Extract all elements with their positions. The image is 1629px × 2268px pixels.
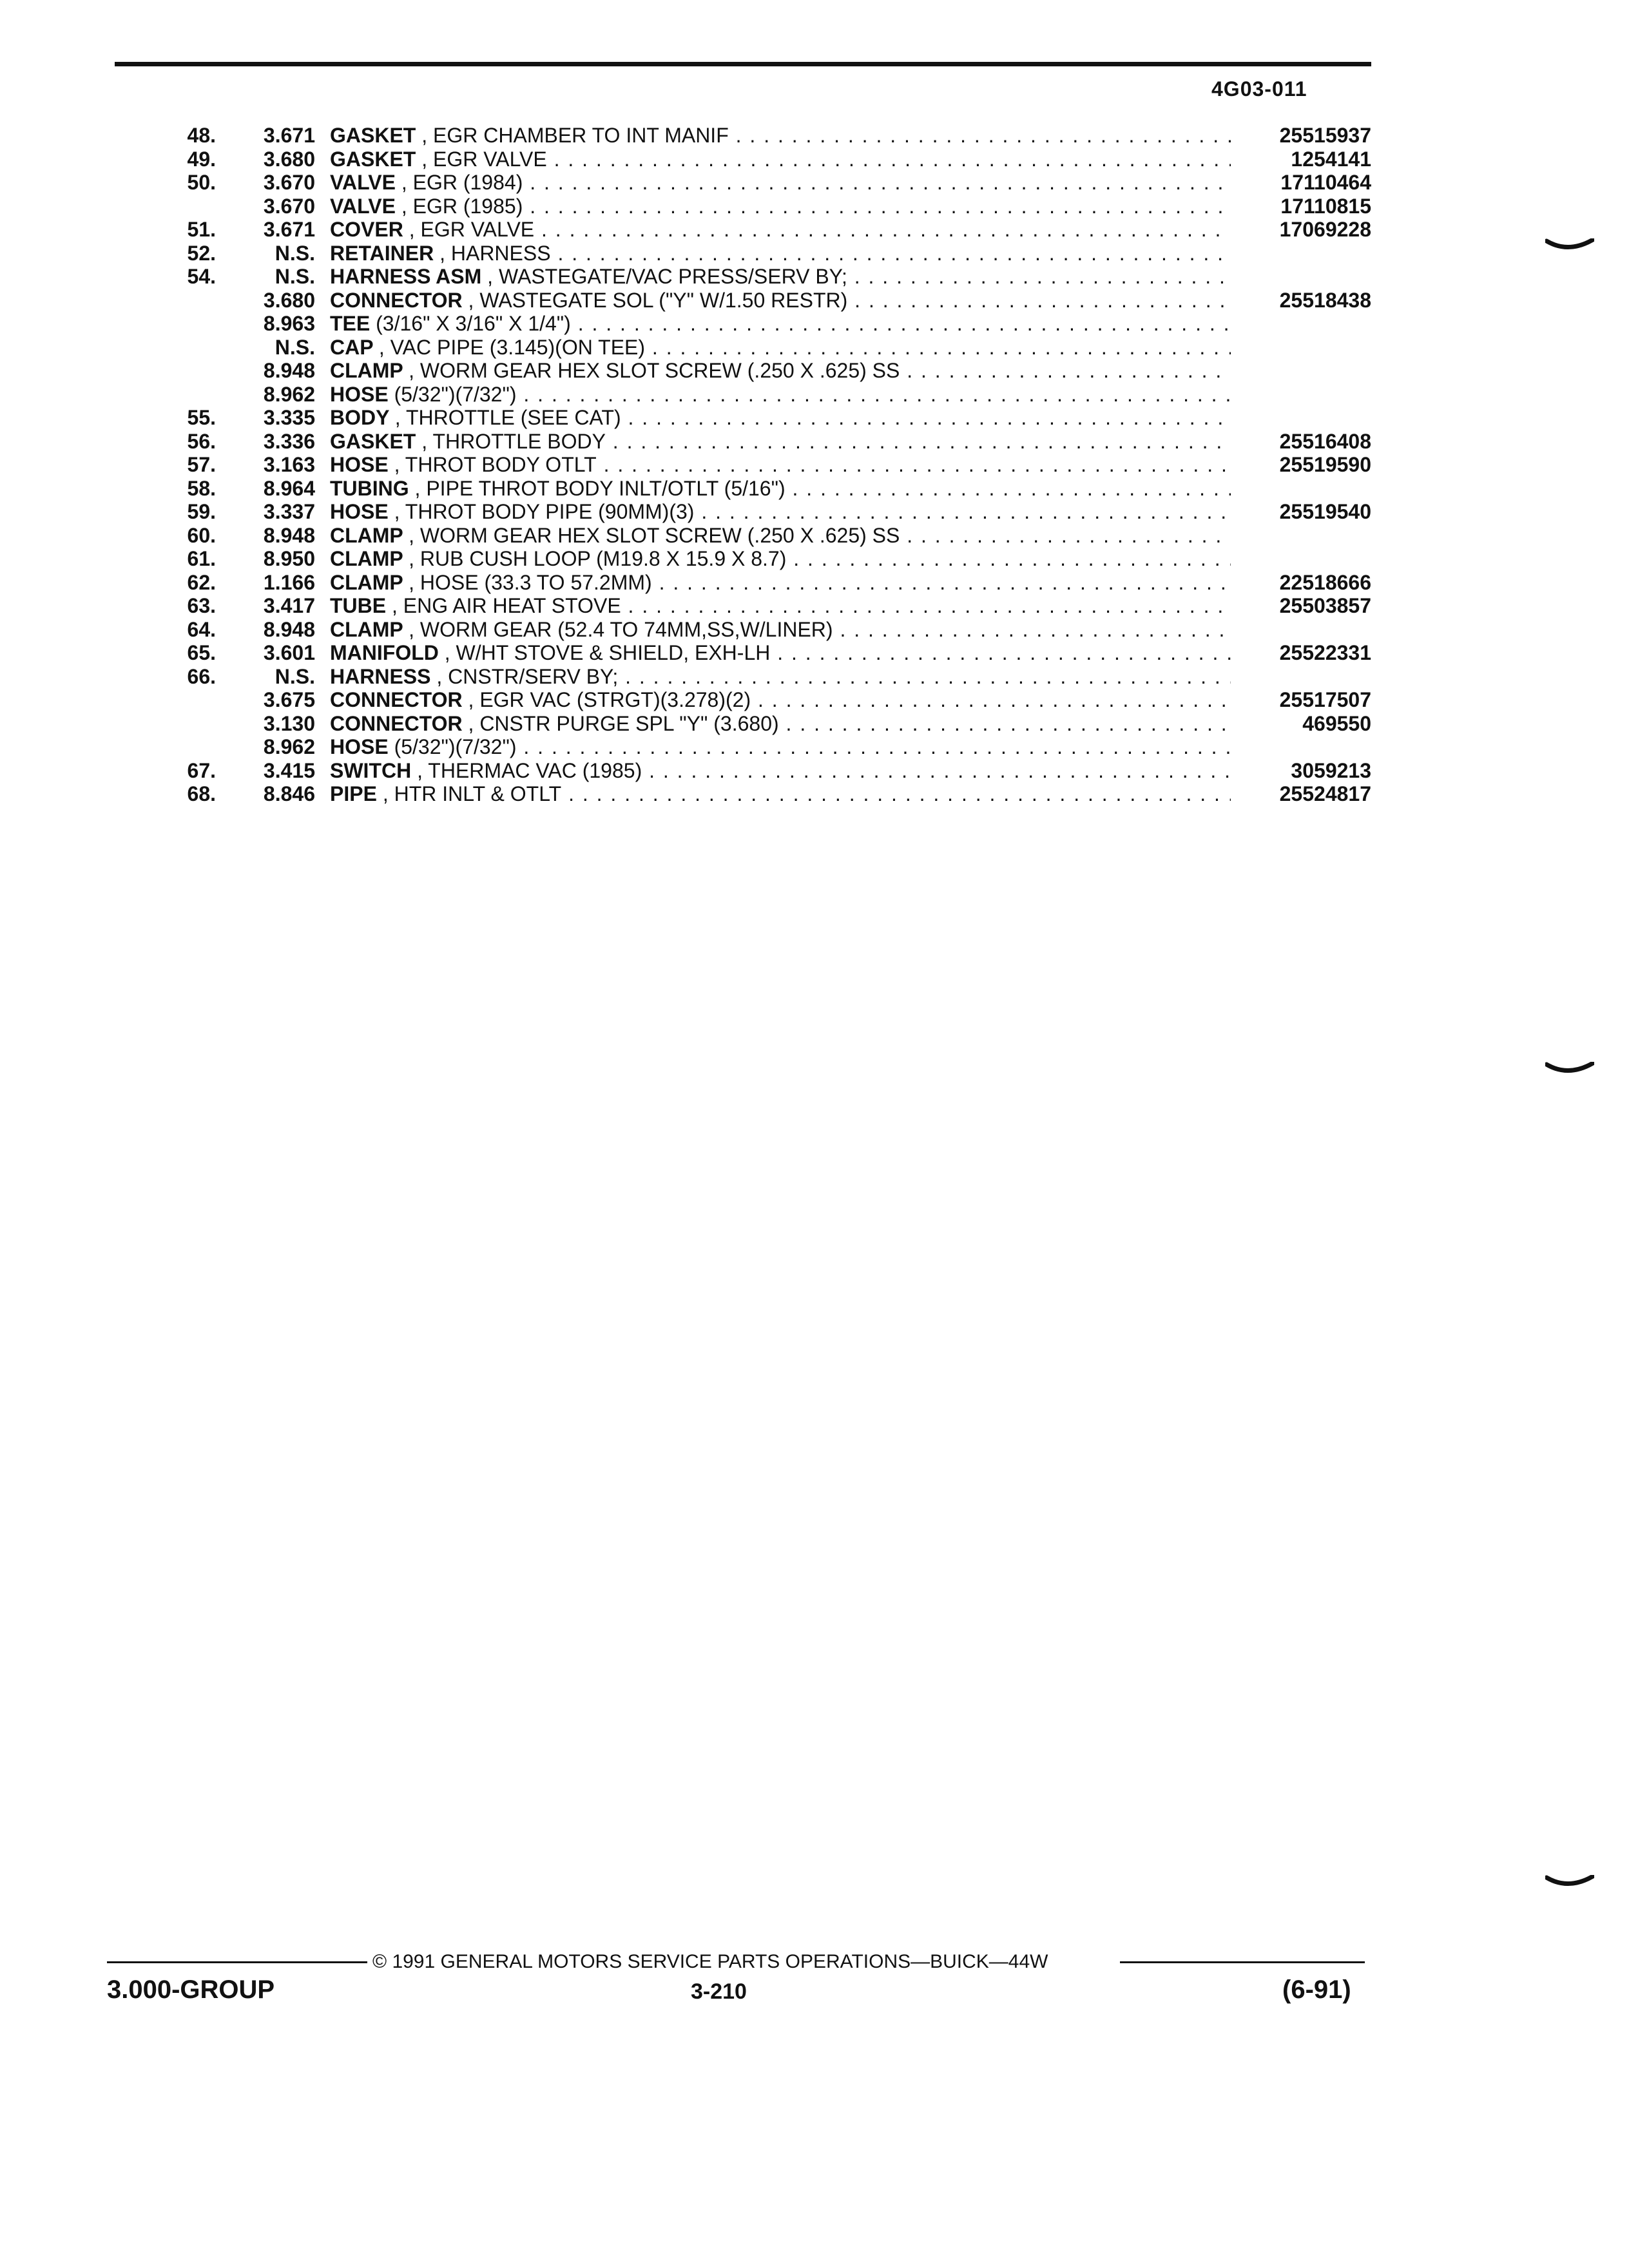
part-description <box>330 124 1231 147</box>
part-detail: , VAC PIPE (3.145)(ON TEE) <box>378 335 646 359</box>
group-number: 3.671 <box>263 218 315 241</box>
part-row <box>0 524 1629 548</box>
part-name: BODY <box>330 406 389 429</box>
item-number: 56. <box>187 429 216 453</box>
part-number: 25503857 <box>1279 594 1371 617</box>
part-number: 1254141 <box>1291 147 1371 171</box>
part-name: HOSE <box>330 453 389 476</box>
part-detail: , EGR CHAMBER TO INT MANIF <box>421 124 729 147</box>
part-number: 25516408 <box>1279 429 1371 453</box>
part-name: CONNECTOR <box>330 288 463 312</box>
top-rule <box>115 62 1371 66</box>
item-number: 68. <box>187 782 216 805</box>
item-number: 61. <box>187 547 216 570</box>
part-detail: , THROT BODY PIPE (90MM)(3) <box>394 500 695 523</box>
part-name: CLAMP <box>330 523 403 547</box>
part-number: 25518438 <box>1279 288 1371 312</box>
part-description <box>330 336 1231 359</box>
part-detail: , W/HT STOVE & SHIELD, EXH-LH <box>444 641 771 664</box>
part-description <box>330 759 1231 782</box>
part-detail: (5/32")(7/32") <box>394 735 517 758</box>
item-number: 52. <box>187 241 216 265</box>
part-detail: , PIPE THROT BODY INLT/OTLT (5/16") <box>414 476 786 500</box>
part-row <box>0 782 1629 806</box>
item-number: 55. <box>187 406 216 429</box>
part-description <box>330 171 1231 194</box>
part-detail: , EGR VALVE <box>409 218 535 241</box>
part-detail: , EGR (1985) <box>401 194 523 218</box>
part-row <box>0 712 1629 736</box>
part-name: HARNESS <box>330 664 431 688</box>
part-description <box>330 195 1231 218</box>
footer-rule-left <box>107 1961 367 1963</box>
part-row <box>0 359 1629 383</box>
part-row <box>0 477 1629 501</box>
part-name: CLAMP <box>330 617 403 641</box>
part-description <box>330 430 1231 453</box>
part-row <box>0 336 1629 360</box>
part-row <box>0 242 1629 265</box>
part-description <box>330 148 1231 171</box>
item-number: 63. <box>187 594 216 617</box>
group-number: 3.335 <box>263 406 315 429</box>
part-number: 25517507 <box>1279 688 1371 711</box>
part-name: SWITCH <box>330 758 412 782</box>
item-number: 65. <box>187 641 216 664</box>
group-number: 3.130 <box>263 711 315 735</box>
catalog-code: 4G03-011 <box>1211 77 1307 101</box>
part-detail: , WORM GEAR HEX SLOT SCREW (.250 X .625) SS <box>409 523 900 547</box>
group-number: 3.337 <box>263 500 315 523</box>
part-detail: , ENG AIR HEAT STOVE <box>392 594 621 617</box>
part-detail: , RUB CUSH LOOP (M19.8 X 15.9 X 8.7) <box>409 547 787 570</box>
part-description <box>330 359 1231 382</box>
part-name: HOSE <box>330 735 389 758</box>
part-number: 25519540 <box>1279 500 1371 523</box>
part-description <box>330 641 1231 664</box>
part-name: TUBE <box>330 594 387 617</box>
part-number: 17069228 <box>1279 218 1371 241</box>
footer-rule-right <box>1120 1961 1365 1963</box>
group-number: 3.675 <box>263 688 315 711</box>
group-number: 8.948 <box>263 617 315 641</box>
group-number: 8.846 <box>263 782 315 805</box>
part-detail: , THROTTLE (SEE CAT) <box>394 406 621 429</box>
group-number: 3.415 <box>263 758 315 782</box>
part-name: GASKET <box>330 429 416 453</box>
group-label: 3.000-GROUP <box>107 1975 275 2004</box>
part-description <box>330 524 1231 547</box>
part-detail: , THROT BODY OTLT <box>394 453 597 476</box>
part-name: CLAMP <box>330 570 403 594</box>
binder-hole-mark <box>1545 1062 1594 1076</box>
part-description <box>330 500 1231 523</box>
part-number: 3059213 <box>1291 758 1371 782</box>
revision-date: (6-91) <box>1282 1975 1351 2004</box>
part-description <box>330 477 1231 500</box>
part-row <box>0 500 1629 524</box>
part-description <box>330 312 1231 335</box>
group-number: 3.680 <box>263 147 315 171</box>
part-row <box>0 124 1629 148</box>
part-description <box>330 242 1231 265</box>
part-detail: , HARNESS <box>439 241 551 265</box>
part-number: 25524817 <box>1279 782 1371 805</box>
part-row <box>0 665 1629 689</box>
group-number: 8.948 <box>263 523 315 547</box>
part-description <box>330 688 1231 711</box>
part-description <box>330 735 1231 758</box>
part-description <box>330 547 1231 570</box>
part-row <box>0 383 1629 407</box>
part-number: 22518666 <box>1279 570 1371 594</box>
group-number: 8.964 <box>263 476 315 500</box>
part-number: 17110464 <box>1280 171 1371 194</box>
part-description <box>330 406 1231 429</box>
item-number: 48. <box>187 124 216 147</box>
part-name: MANIFOLD <box>330 641 439 664</box>
part-name: CONNECTOR <box>330 688 463 711</box>
part-name: VALVE <box>330 171 396 194</box>
part-name: TEE <box>330 312 371 335</box>
part-name: HOSE <box>330 382 389 406</box>
item-number: 57. <box>187 453 216 476</box>
part-name: VALVE <box>330 194 396 218</box>
part-description <box>330 571 1231 594</box>
item-number: 60. <box>187 523 216 547</box>
part-name: HARNESS ASM <box>330 265 482 288</box>
part-description <box>330 618 1231 641</box>
part-name: COVER <box>330 218 403 241</box>
part-detail: , WASTEGATE/VAC PRESS/SERV BY; <box>487 265 847 288</box>
part-description <box>330 665 1231 688</box>
part-detail: , THROTTLE BODY <box>421 429 606 453</box>
part-row <box>0 759 1629 783</box>
part-name: GASKET <box>330 124 416 147</box>
group-number: 3.601 <box>263 641 315 664</box>
part-name: HOSE <box>330 500 389 523</box>
part-name: CLAMP <box>330 547 403 570</box>
part-row <box>0 688 1629 712</box>
part-row <box>0 735 1629 759</box>
binder-hole-mark <box>1545 1875 1594 1889</box>
part-name: CLAMP <box>330 359 403 382</box>
item-number: 54. <box>187 265 216 288</box>
group-number: 8.962 <box>263 735 315 758</box>
part-description <box>330 289 1231 312</box>
part-row <box>0 618 1629 642</box>
part-row <box>0 171 1629 195</box>
part-number: 25519590 <box>1279 453 1371 476</box>
part-row <box>0 594 1629 618</box>
part-detail: (3/16" X 3/16" X 1/4") <box>376 312 571 335</box>
copyright-notice: © 1991 GENERAL MOTORS SERVICE PARTS OPERATIONS—BUICK—44W <box>372 1951 1048 1972</box>
group-number: 1.166 <box>263 570 315 594</box>
part-description <box>330 265 1231 288</box>
group-number: 8.962 <box>263 382 315 406</box>
part-detail: , HOSE (33.3 TO 57.2MM) <box>409 570 652 594</box>
part-number: 469550 <box>1302 711 1371 735</box>
part-detail: , WASTEGATE SOL ("Y" W/1.50 RESTR) <box>468 288 848 312</box>
group-number: 3.163 <box>263 453 315 476</box>
part-name: CAP <box>330 335 373 359</box>
group-number: N.S. <box>275 265 315 288</box>
part-description <box>330 594 1231 617</box>
part-row <box>0 195 1629 218</box>
group-number: 8.963 <box>263 312 315 335</box>
binder-hole-mark <box>1545 238 1594 253</box>
part-detail: , WORM GEAR HEX SLOT SCREW (.250 X .625) SS <box>409 359 900 382</box>
group-number: 3.680 <box>263 288 315 312</box>
part-description <box>330 453 1231 476</box>
group-number: 3.336 <box>263 429 315 453</box>
part-number: 25515937 <box>1279 124 1371 147</box>
item-number: 67. <box>187 758 216 782</box>
part-row <box>0 265 1629 289</box>
group-number: 3.417 <box>263 594 315 617</box>
part-detail: (5/32")(7/32") <box>394 382 517 406</box>
item-number: 49. <box>187 147 216 171</box>
group-number: 3.670 <box>263 171 315 194</box>
part-name: TUBING <box>330 476 409 500</box>
part-row <box>0 641 1629 665</box>
part-row <box>0 453 1629 477</box>
group-number: N.S. <box>275 241 315 265</box>
part-detail: , EGR VALVE <box>421 147 547 171</box>
group-number: 8.948 <box>263 359 315 382</box>
part-name: PIPE <box>330 782 377 805</box>
part-detail: , EGR (1984) <box>401 171 523 194</box>
part-row <box>0 547 1629 571</box>
part-row <box>0 312 1629 336</box>
part-detail: , CNSTR PURGE SPL "Y" (3.680) <box>468 711 779 735</box>
part-row <box>0 430 1629 454</box>
part-number: 25522331 <box>1279 641 1371 664</box>
page-number: 3-210 <box>691 1979 747 2004</box>
item-number: 66. <box>187 664 216 688</box>
part-name: CONNECTOR <box>330 711 463 735</box>
part-row <box>0 148 1629 171</box>
part-name: GASKET <box>330 147 416 171</box>
item-number: 58. <box>187 476 216 500</box>
parts-list <box>0 124 1629 806</box>
part-row <box>0 289 1629 312</box>
group-number: 3.671 <box>263 124 315 147</box>
part-row <box>0 571 1629 595</box>
part-detail: , HTR INLT & OTLT <box>382 782 562 805</box>
part-row <box>0 218 1629 242</box>
part-detail: , CNSTR/SERV BY; <box>436 664 619 688</box>
part-row <box>0 406 1629 430</box>
part-detail: , EGR VAC (STRGT)(3.278)(2) <box>468 688 751 711</box>
item-number: 62. <box>187 570 216 594</box>
group-number: 3.670 <box>263 194 315 218</box>
group-number: N.S. <box>275 664 315 688</box>
item-number: 51. <box>187 218 216 241</box>
part-description <box>330 782 1231 805</box>
part-number: 17110815 <box>1280 194 1371 218</box>
part-description <box>330 218 1231 241</box>
part-description <box>330 383 1231 406</box>
item-number: 59. <box>187 500 216 523</box>
group-number: 8.950 <box>263 547 315 570</box>
part-detail: , THERMAC VAC (1985) <box>417 758 642 782</box>
part-detail: , WORM GEAR (52.4 TO 74MM,SS,W/LINER) <box>409 617 833 641</box>
part-description <box>330 712 1231 735</box>
part-name: RETAINER <box>330 241 434 265</box>
group-number: N.S. <box>275 335 315 359</box>
item-number: 50. <box>187 171 216 194</box>
item-number: 64. <box>187 617 216 641</box>
